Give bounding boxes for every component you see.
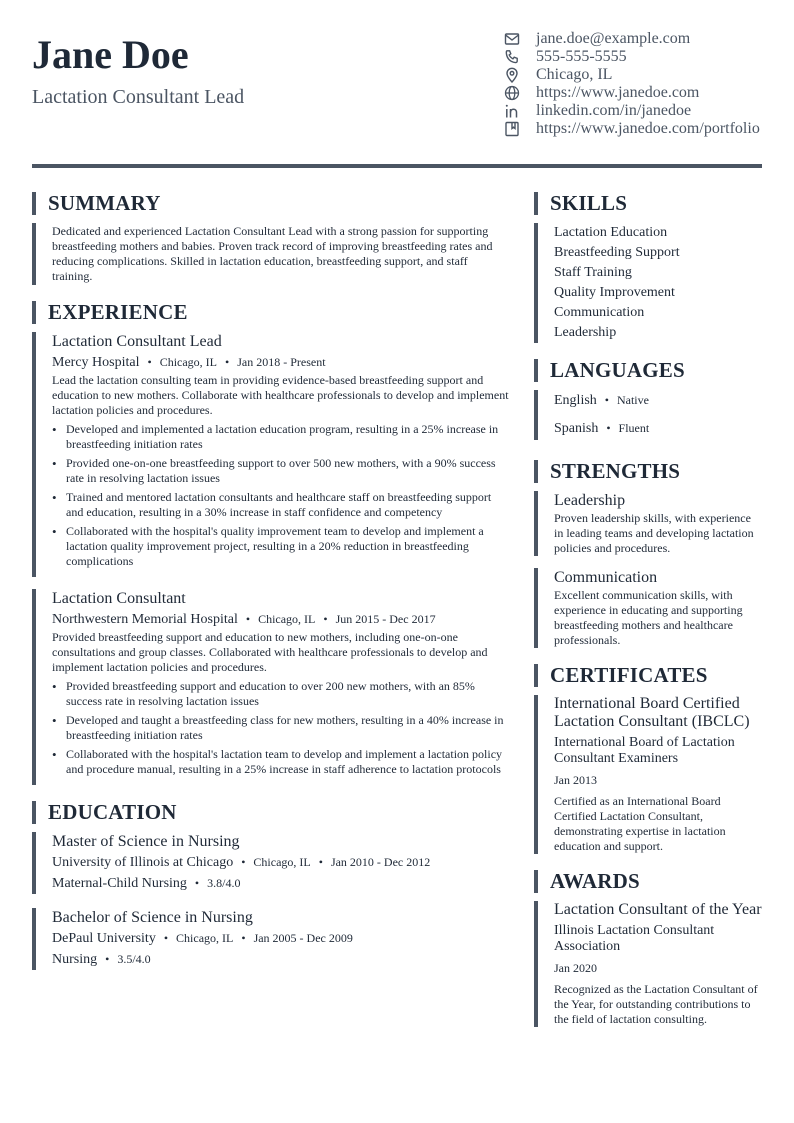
- contact-portfolio[interactable]: https://www.janedoe.com/portfolio: [504, 120, 766, 138]
- contact-phone[interactable]: 555-555-5555: [504, 48, 766, 66]
- degree-name: Master of Science in Nursing: [52, 833, 240, 850]
- separator-dot: •: [194, 876, 200, 890]
- achievement-item: • Developed and implemented a lactation education program, resulting in a 25% increase in breastfeeding initiation rates: [52, 422, 510, 452]
- separator-dot: •: [105, 952, 110, 966]
- education-heading: EDUCATION: [32, 801, 510, 824]
- education-field: [52, 949, 510, 970]
- award-title: Lactation Consultant of the Year: [554, 901, 762, 918]
- award-date: Jan 2020: [554, 961, 597, 975]
- education-entry: [32, 832, 510, 894]
- language-level: Fluent: [618, 421, 650, 435]
- separator-dot: •: [241, 855, 246, 869]
- job-location: Chicago, IL: [258, 612, 316, 626]
- contact-linkedin[interactable]: linkedin.com/in/janedoe: [504, 102, 766, 120]
- achievement-item: • Provided one-on-one breastfeeding support to over 500 new mothers, with a 90% success rate in resolving lactation issues: [52, 456, 510, 486]
- globe-icon: [504, 85, 520, 101]
- separator-dot: •: [245, 612, 251, 626]
- separator-dot: •: [225, 355, 230, 369]
- job-dates: Jun 2015 - Dec 2017: [335, 612, 436, 626]
- job-entry: [32, 332, 510, 577]
- skill-item: Communication: [554, 305, 645, 320]
- separator-dot: •: [163, 931, 169, 945]
- skill-item: Lactation Education: [554, 225, 668, 240]
- linkedin-icon: [504, 103, 520, 119]
- award-entry: [534, 901, 762, 1027]
- job-title: Lactation Consultant Lead: [52, 333, 222, 350]
- education-entry: [32, 908, 510, 970]
- certificate-issuer: International Board of Lactation Consultant Examiners: [554, 735, 735, 766]
- candidate-name: Jane Doe: [32, 32, 189, 77]
- skill-item: Quality Improvement: [554, 285, 675, 300]
- strength-entry: [534, 568, 762, 648]
- candidate-title: Lactation Consultant Lead: [32, 86, 245, 108]
- achievement-item: • Collaborated with the hospital's lactation team to develop and implement a lactation policy and procedure manual, resulting in a 25% increase in staff adherence to lactation protocols: [52, 747, 510, 777]
- school-location: Chicago, IL: [253, 855, 311, 869]
- gpa: 3.5/4.0: [117, 952, 151, 966]
- language-level: Native: [616, 393, 649, 407]
- company-name: Northwestern Memorial Hospital: [52, 612, 238, 627]
- certificate-date: Jan 2013: [554, 773, 597, 787]
- summary-heading: SUMMARY: [32, 192, 510, 215]
- award-text: Recognized as the Lactation Consultant of the Year, for outstanding contributions to the field of lactation consulting.: [554, 982, 758, 1026]
- phone-icon: [504, 49, 520, 65]
- achievement-item: • Collaborated with the hospital's quality improvement team to develop and implement a lactation quality improvement project, resulting in a 20% reduction in breastfeeding complications: [52, 524, 510, 569]
- strength-text: Excellent communication skills, with experience in educating and supporting breastfeeding mothers and healthcare professionals.: [554, 588, 743, 647]
- language-name: Spanish: [554, 421, 599, 436]
- language-item: [554, 418, 762, 439]
- contact-website[interactable]: https://www.janedoe.com: [504, 84, 766, 102]
- education-meta: [52, 928, 510, 949]
- skill-item: Leadership: [554, 325, 617, 340]
- header-divider: [32, 164, 762, 168]
- strengths-heading: STRENGTHS: [534, 460, 762, 483]
- job-description: Provided breastfeeding support and education to new mothers, including one-on-one consultations and group classes. Collaborated with healthcare professionals to develop and implement lactation policies and procedures.: [52, 630, 488, 674]
- strength-title: Communication: [554, 569, 658, 586]
- side-column: [534, 192, 762, 1027]
- skill-item: Breastfeeding Support: [554, 245, 680, 260]
- school-location: Chicago, IL: [176, 931, 234, 945]
- school-name: University of Illinois at Chicago: [52, 855, 234, 870]
- school-name: DePaul University: [52, 931, 156, 946]
- contact-list: [504, 30, 766, 138]
- job-achievements: [52, 422, 510, 569]
- job-entry: [32, 589, 510, 785]
- certificate-title: International Board Certified Lactation Consultant (IBCLC): [554, 695, 750, 730]
- award-issuer: Illinois Lactation Consultant Association: [554, 923, 715, 954]
- skills-list: [534, 223, 762, 343]
- job-meta: [52, 609, 510, 630]
- languages-list: [534, 390, 762, 440]
- achievement-item: • Developed and taught a breastfeeding class for new mothers, resulting in a 40% increase in breastfeeding initiation rates: [52, 713, 510, 743]
- email-icon: [504, 31, 520, 47]
- education-meta: [52, 852, 510, 873]
- strength-text: Proven leadership skills, with experience in leading teams and developing lactation policies and procedures.: [554, 511, 754, 555]
- gpa: 3.8/4.0: [207, 876, 241, 890]
- main-column: [32, 192, 510, 970]
- strength-title: Leadership: [554, 492, 626, 509]
- company-name: Mercy Hospital: [52, 355, 140, 370]
- job-title: Lactation Consultant: [52, 590, 186, 607]
- skill-item: Staff Training: [554, 265, 632, 280]
- education-dates: Jan 2005 - Dec 2009: [253, 931, 353, 945]
- separator-dot: •: [241, 931, 246, 945]
- language-item: [554, 390, 762, 411]
- strength-entry: [534, 491, 762, 556]
- contact-email[interactable]: jane.doe@example.com: [504, 30, 766, 48]
- job-location: Chicago, IL: [159, 355, 218, 369]
- field-of-study: Nursing: [52, 952, 98, 967]
- job-meta: [52, 352, 510, 373]
- awards-heading: AWARDS: [534, 870, 762, 893]
- location-icon: [504, 67, 520, 83]
- skills-heading: SKILLS: [534, 192, 762, 215]
- resume-header: [32, 28, 762, 168]
- certificate-text: Certified as an International Board Certified Lactation Consultant, demonstrating expertise in lactation education and support.: [554, 794, 726, 853]
- education-field: [52, 873, 510, 894]
- bookmark-icon: [504, 121, 520, 137]
- languages-heading: LANGUAGES: [534, 359, 762, 382]
- job-achievements: [52, 679, 510, 777]
- separator-dot: •: [147, 355, 152, 369]
- contact-location: Chicago, IL: [504, 66, 766, 84]
- language-name: English: [554, 393, 597, 408]
- certificates-heading: CERTIFICATES: [534, 664, 762, 687]
- separator-dot: •: [318, 855, 323, 869]
- achievement-item: • Provided breastfeeding support and education to over 200 new mothers, with an 85% success rate in resolving lactation issues: [52, 679, 510, 709]
- separator-dot: •: [323, 612, 328, 626]
- achievement-item: • Trained and mentored lactation consultants and healthcare staff on breastfeeding support and education, resulting in a 30% increase in staff confidence and competency: [52, 490, 510, 520]
- separator-dot: •: [606, 421, 611, 435]
- summary-text: Dedicated and experienced Lactation Consultant Lead with a strong passion for supporting breastfeeding mothers and babies. Proven track record of improving breastfeeding rates and reducing complications. Skilled in lactation education, breastfeeding support, and staff training.: [32, 223, 510, 285]
- degree-name: Bachelor of Science in Nursing: [52, 909, 253, 926]
- separator-dot: •: [604, 393, 609, 407]
- experience-heading: EXPERIENCE: [32, 301, 510, 324]
- education-dates: Jan 2010 - Dec 2012: [330, 855, 431, 869]
- certificate-entry: [534, 695, 762, 854]
- job-dates: Jan 2018 - Present: [237, 355, 326, 369]
- field-of-study: Maternal-Child Nursing: [52, 876, 187, 891]
- job-description: Lead the lactation consulting team in providing evidence-based breastfeeding support and education to new mothers. Collaborate with healthcare professionals to develop and implement lactation policies and procedures.: [52, 373, 509, 417]
